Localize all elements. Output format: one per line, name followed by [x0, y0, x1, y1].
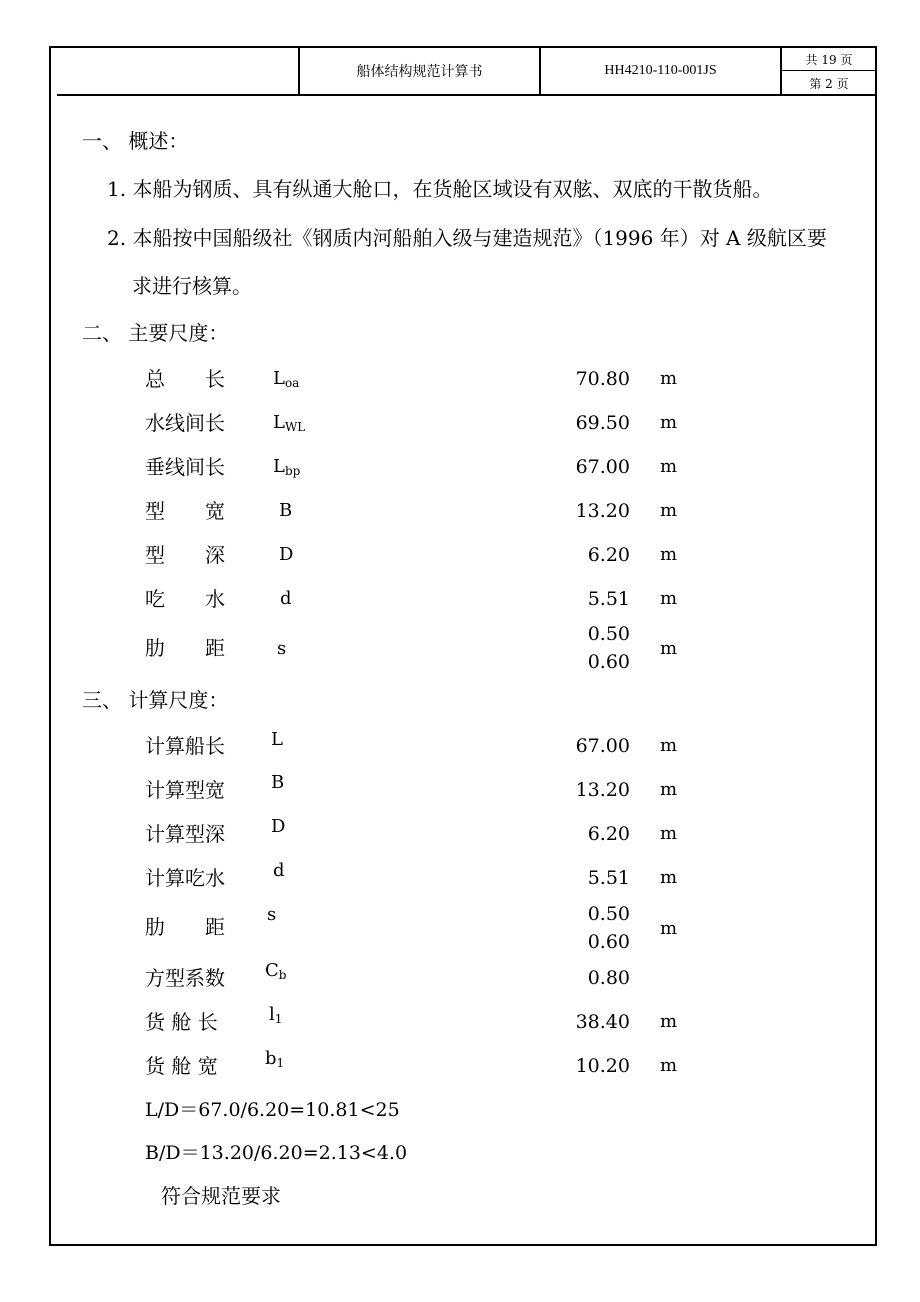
dim-value-2: 0.60 — [587, 931, 630, 953]
dim-symbol: $L_{oa}$ — [273, 368, 300, 390]
total-pages: 共 19 页 — [805, 52, 853, 67]
ratio-bd: B/D＝13.20/6.20=2.13<4.0 — [145, 1142, 408, 1164]
dim-label: 货 舱 长 — [145, 1010, 218, 1034]
dim-value: 0.50 — [587, 903, 630, 925]
dim-unit: m — [660, 735, 678, 756]
dim-label: 吃 水 — [145, 587, 225, 611]
dim-symbol: $L_{bp}$ — [273, 456, 301, 478]
dim-value: 5.51 — [587, 867, 630, 889]
page-number: 第 2 页 — [809, 76, 849, 91]
dim-unit: m — [660, 368, 678, 389]
dim-value: 13.20 — [575, 500, 630, 522]
dim-symbol: d — [273, 860, 285, 881]
overview-item-2-cont: 求进行核算。 — [132, 274, 252, 298]
dim-label: 计算船长 — [145, 734, 225, 758]
dim-symbol: $b_1$ — [265, 1048, 285, 1070]
dim-unit: m — [660, 544, 678, 565]
dim-unit: m — [660, 638, 678, 659]
conclusion-text: 符合规范要求 — [161, 1184, 281, 1208]
dim-symbol: d — [280, 588, 292, 609]
dim-label: 计算型深 — [145, 822, 225, 846]
dim-value: 5.51 — [587, 588, 630, 610]
dim-value: 70.80 — [575, 368, 630, 390]
dim-symbol: B — [271, 772, 285, 793]
dim-symbol: D — [279, 544, 294, 565]
dim-value: 67.00 — [575, 456, 630, 478]
dim-unit: m — [660, 1055, 678, 1076]
dim-label: 型 宽 — [145, 499, 225, 523]
dim-symbol: s — [267, 904, 277, 925]
dim-value: 13.20 — [575, 779, 630, 801]
dim-label: 水线间长 — [145, 411, 225, 435]
dim-value: 0.50 — [587, 623, 630, 645]
dim-unit: m — [660, 456, 678, 477]
dim-label: 型 深 — [145, 543, 225, 567]
dim-value: 6.20 — [587, 544, 630, 566]
overview-item-1: 1. 本船为钢质、具有纵通大舱口，在货舱区域设有双舷、双底的干散货船。 — [107, 177, 773, 201]
dim-unit: m — [660, 823, 678, 844]
dim-label: 垂线间长 — [145, 455, 225, 479]
dim-symbol: $L_{WL}$ — [273, 412, 306, 434]
dim-symbol: L — [271, 729, 283, 750]
section-heading-calc-dimensions: 三、 计算尺度： — [82, 688, 229, 712]
dim-label: 计算吃水 — [145, 866, 225, 890]
dim-unit: m — [660, 500, 678, 521]
overview-item-2: 2. 本船按中国船级社《钢质内河船舶入级与建造规范》（1996 年）对 A 级航区要 — [107, 226, 827, 250]
dim-unit: m — [660, 779, 678, 800]
dim-unit: m — [660, 1011, 678, 1032]
dim-symbol: s — [277, 638, 287, 659]
dim-value: 0.80 — [587, 967, 630, 989]
dim-value: 69.50 — [575, 412, 630, 434]
dim-unit: m — [660, 412, 678, 433]
dim-label: 计算型宽 — [145, 778, 225, 802]
dim-value-2: 0.60 — [587, 651, 630, 673]
dim-value: 10.20 — [575, 1055, 630, 1077]
doc-title: 船体结构规范计算书 — [356, 63, 483, 80]
dim-value: 6.20 — [587, 823, 630, 845]
dim-unit: m — [660, 867, 678, 888]
dim-label: 总 长 — [145, 367, 225, 391]
dim-value: 67.00 — [575, 735, 630, 757]
dim-label: 货 舱 宽 — [145, 1054, 218, 1078]
dim-symbol: D — [271, 816, 286, 837]
dim-value: 38.40 — [575, 1011, 630, 1033]
dim-label: 方型系数 — [145, 966, 225, 990]
doc-code: HH4210-110-001JS — [604, 62, 717, 78]
ratio-ld: L/D＝67.0/6.20=10.81<25 — [145, 1099, 400, 1121]
dim-symbol: B — [279, 500, 293, 521]
section-heading-overview: 一、 概述： — [82, 129, 189, 153]
dim-label: 肋 距 — [145, 915, 225, 939]
dim-unit: m — [660, 588, 678, 609]
dim-symbol: $C_b$ — [265, 960, 287, 982]
dim-label: 肋 距 — [145, 636, 225, 660]
section-heading-main-dimensions: 二、 主要尺度： — [82, 321, 229, 345]
dim-symbol: $l_1$ — [269, 1004, 283, 1026]
dim-unit: m — [660, 918, 678, 939]
